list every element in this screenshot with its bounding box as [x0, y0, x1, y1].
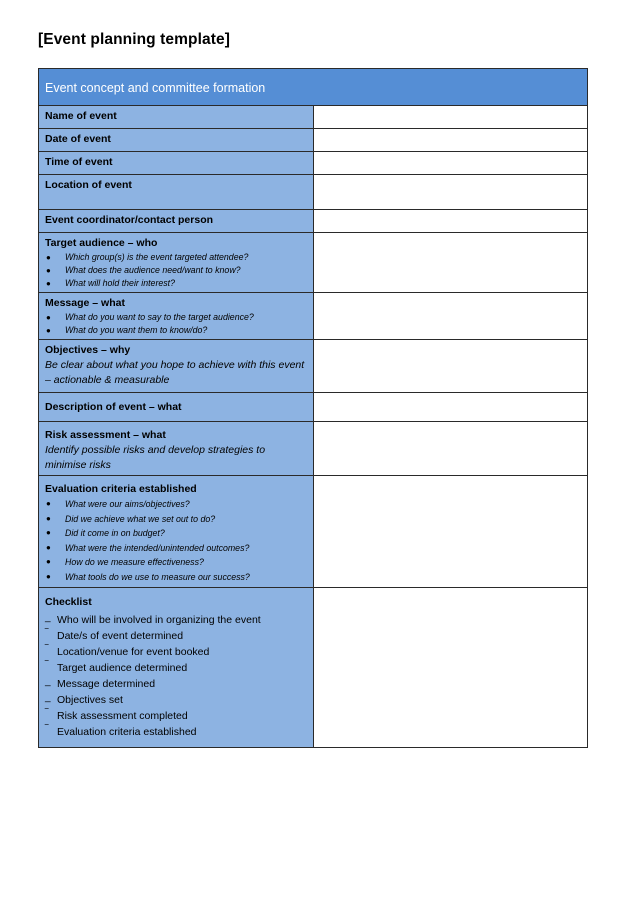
bullet-icon: ● — [46, 499, 51, 508]
bullet-icon: ● — [46, 266, 51, 275]
description-of-event-input[interactable] — [313, 393, 588, 422]
prompt-list — [45, 311, 307, 337]
field-label: Description of event – what — [45, 401, 182, 413]
checkbox-line-icon: ‾ — [45, 659, 49, 671]
form-row-date-of-event — [39, 129, 588, 152]
label-cell — [39, 476, 314, 588]
section-header-row — [39, 69, 588, 106]
field-label: Time of event — [45, 156, 113, 168]
checklist-item[interactable]: ‾ Target audience determined — [45, 659, 188, 674]
form-row-event-coordinator — [39, 210, 588, 233]
field-label: Evaluation criteria established — [45, 483, 197, 495]
message-input[interactable] — [313, 293, 588, 340]
list-item: ● What does the audience need/want to know? — [46, 265, 241, 275]
form-row-location-of-event — [39, 175, 588, 210]
field-label: Location of event — [45, 179, 132, 191]
field-label: Date of event — [45, 133, 111, 145]
date-of-event-input[interactable] — [313, 129, 588, 152]
label-cell — [39, 210, 314, 233]
label-cell — [39, 175, 314, 210]
field-label: Event coordinator/contact person — [45, 214, 214, 226]
checklist — [45, 612, 307, 740]
field-label: Target audience – who — [45, 237, 158, 249]
event-planning-form — [38, 68, 588, 748]
form-row-evaluation-criteria — [39, 476, 588, 588]
checkbox-line-icon: _ — [45, 611, 51, 623]
checkbox-line-icon: ‾ — [45, 723, 49, 735]
field-description: Be clear about what you hope to achieve with this event – actionable & measurable — [45, 359, 305, 386]
checklist-item[interactable]: ‾ Location/venue for event booked — [45, 643, 210, 658]
event-coordinator-input[interactable] — [313, 210, 588, 233]
checklist-item[interactable]: ‾ Risk assessment completed — [45, 707, 188, 722]
bullet-icon: ● — [46, 513, 51, 523]
list-item: ● What will hold their interest? — [46, 278, 176, 288]
list-item: ● What were the intended/unintended outcomes? — [45, 541, 307, 556]
checklist-item[interactable]: ‾ Evaluation criteria established — [45, 723, 197, 738]
time-of-event-input[interactable] — [313, 152, 588, 175]
label-cell — [39, 129, 314, 152]
field-label: Message – what — [45, 297, 125, 309]
form-row-objectives — [39, 340, 588, 393]
list-item: ● How do we measure effectiveness? — [45, 555, 307, 570]
label-cell — [39, 293, 314, 340]
section-header: Event concept and committee formation — [39, 69, 588, 106]
objectives-input[interactable] — [313, 340, 588, 393]
bullet-icon: ● — [46, 542, 51, 552]
location-of-event-input[interactable] — [313, 175, 588, 210]
checkbox-line-icon: _ — [45, 675, 51, 687]
label-cell — [39, 393, 314, 422]
form-row-risk-assessment — [39, 422, 588, 476]
list-item: ● What do you want to say to the target audience? — [46, 312, 254, 322]
checkbox-line-icon: ‾ — [45, 643, 49, 655]
prompt-list — [45, 251, 307, 290]
evaluation-criteria-input[interactable] — [313, 476, 588, 588]
list-item: ● What were our aims/objectives? — [45, 497, 307, 512]
list-item: ● Did we achieve what we set out to do? — [45, 512, 307, 527]
bullet-icon: ● — [46, 571, 51, 581]
list-item: ● Which group(s) is the event targeted attendee? — [46, 252, 249, 262]
bullet-icon: ● — [46, 253, 51, 262]
form-row-target-audience — [39, 233, 588, 293]
label-cell — [39, 106, 314, 129]
checklist-item[interactable]: ‾ Date/s of event determined — [45, 627, 184, 642]
form-row-checklist — [39, 587, 588, 747]
page-title: [Event planning template] — [38, 31, 230, 48]
field-label: Objectives – why — [45, 344, 131, 356]
label-cell — [39, 152, 314, 175]
field-label: Risk assessment – what — [45, 429, 166, 441]
label-cell — [39, 587, 314, 747]
bullet-icon: ● — [46, 279, 51, 288]
bullet-icon: ● — [46, 528, 51, 538]
label-cell — [39, 340, 314, 393]
checklist-item[interactable]: _ Objectives set — [45, 691, 123, 706]
risk-assessment-input[interactable] — [313, 422, 588, 476]
bullet-icon: ● — [46, 557, 51, 567]
field-label: Checklist — [45, 595, 92, 608]
checkbox-line-icon: ‾ — [45, 627, 49, 639]
form-row-description-of-event — [39, 393, 588, 422]
field-description: Identify possible risks and develop strategies to minimise risks — [45, 444, 266, 471]
list-item: ● What do you want them to know/do? — [46, 325, 208, 335]
checkbox-line-icon: ‾ — [45, 707, 49, 719]
form-row-name-of-event — [39, 106, 588, 129]
list-item: ● Did it come in on budget? — [45, 526, 307, 541]
bullet-icon: ● — [46, 326, 51, 335]
checklist-input[interactable] — [313, 587, 588, 747]
form-row-message — [39, 293, 588, 340]
label-cell — [39, 233, 314, 293]
bullet-icon: ● — [46, 313, 51, 322]
prompt-list — [45, 497, 307, 585]
checklist-item[interactable]: _ Who will be involved in organizing the event — [45, 611, 261, 626]
list-item: ● What tools do we use to measure our success? — [45, 570, 307, 585]
label-cell — [39, 422, 314, 476]
checklist-item[interactable]: _ Message determined — [45, 675, 156, 690]
form-row-time-of-event — [39, 152, 588, 175]
target-audience-input[interactable] — [313, 233, 588, 293]
field-label: Name of event — [45, 110, 117, 122]
checkbox-line-icon: _ — [45, 691, 51, 703]
name-of-event-input[interactable] — [313, 106, 588, 129]
